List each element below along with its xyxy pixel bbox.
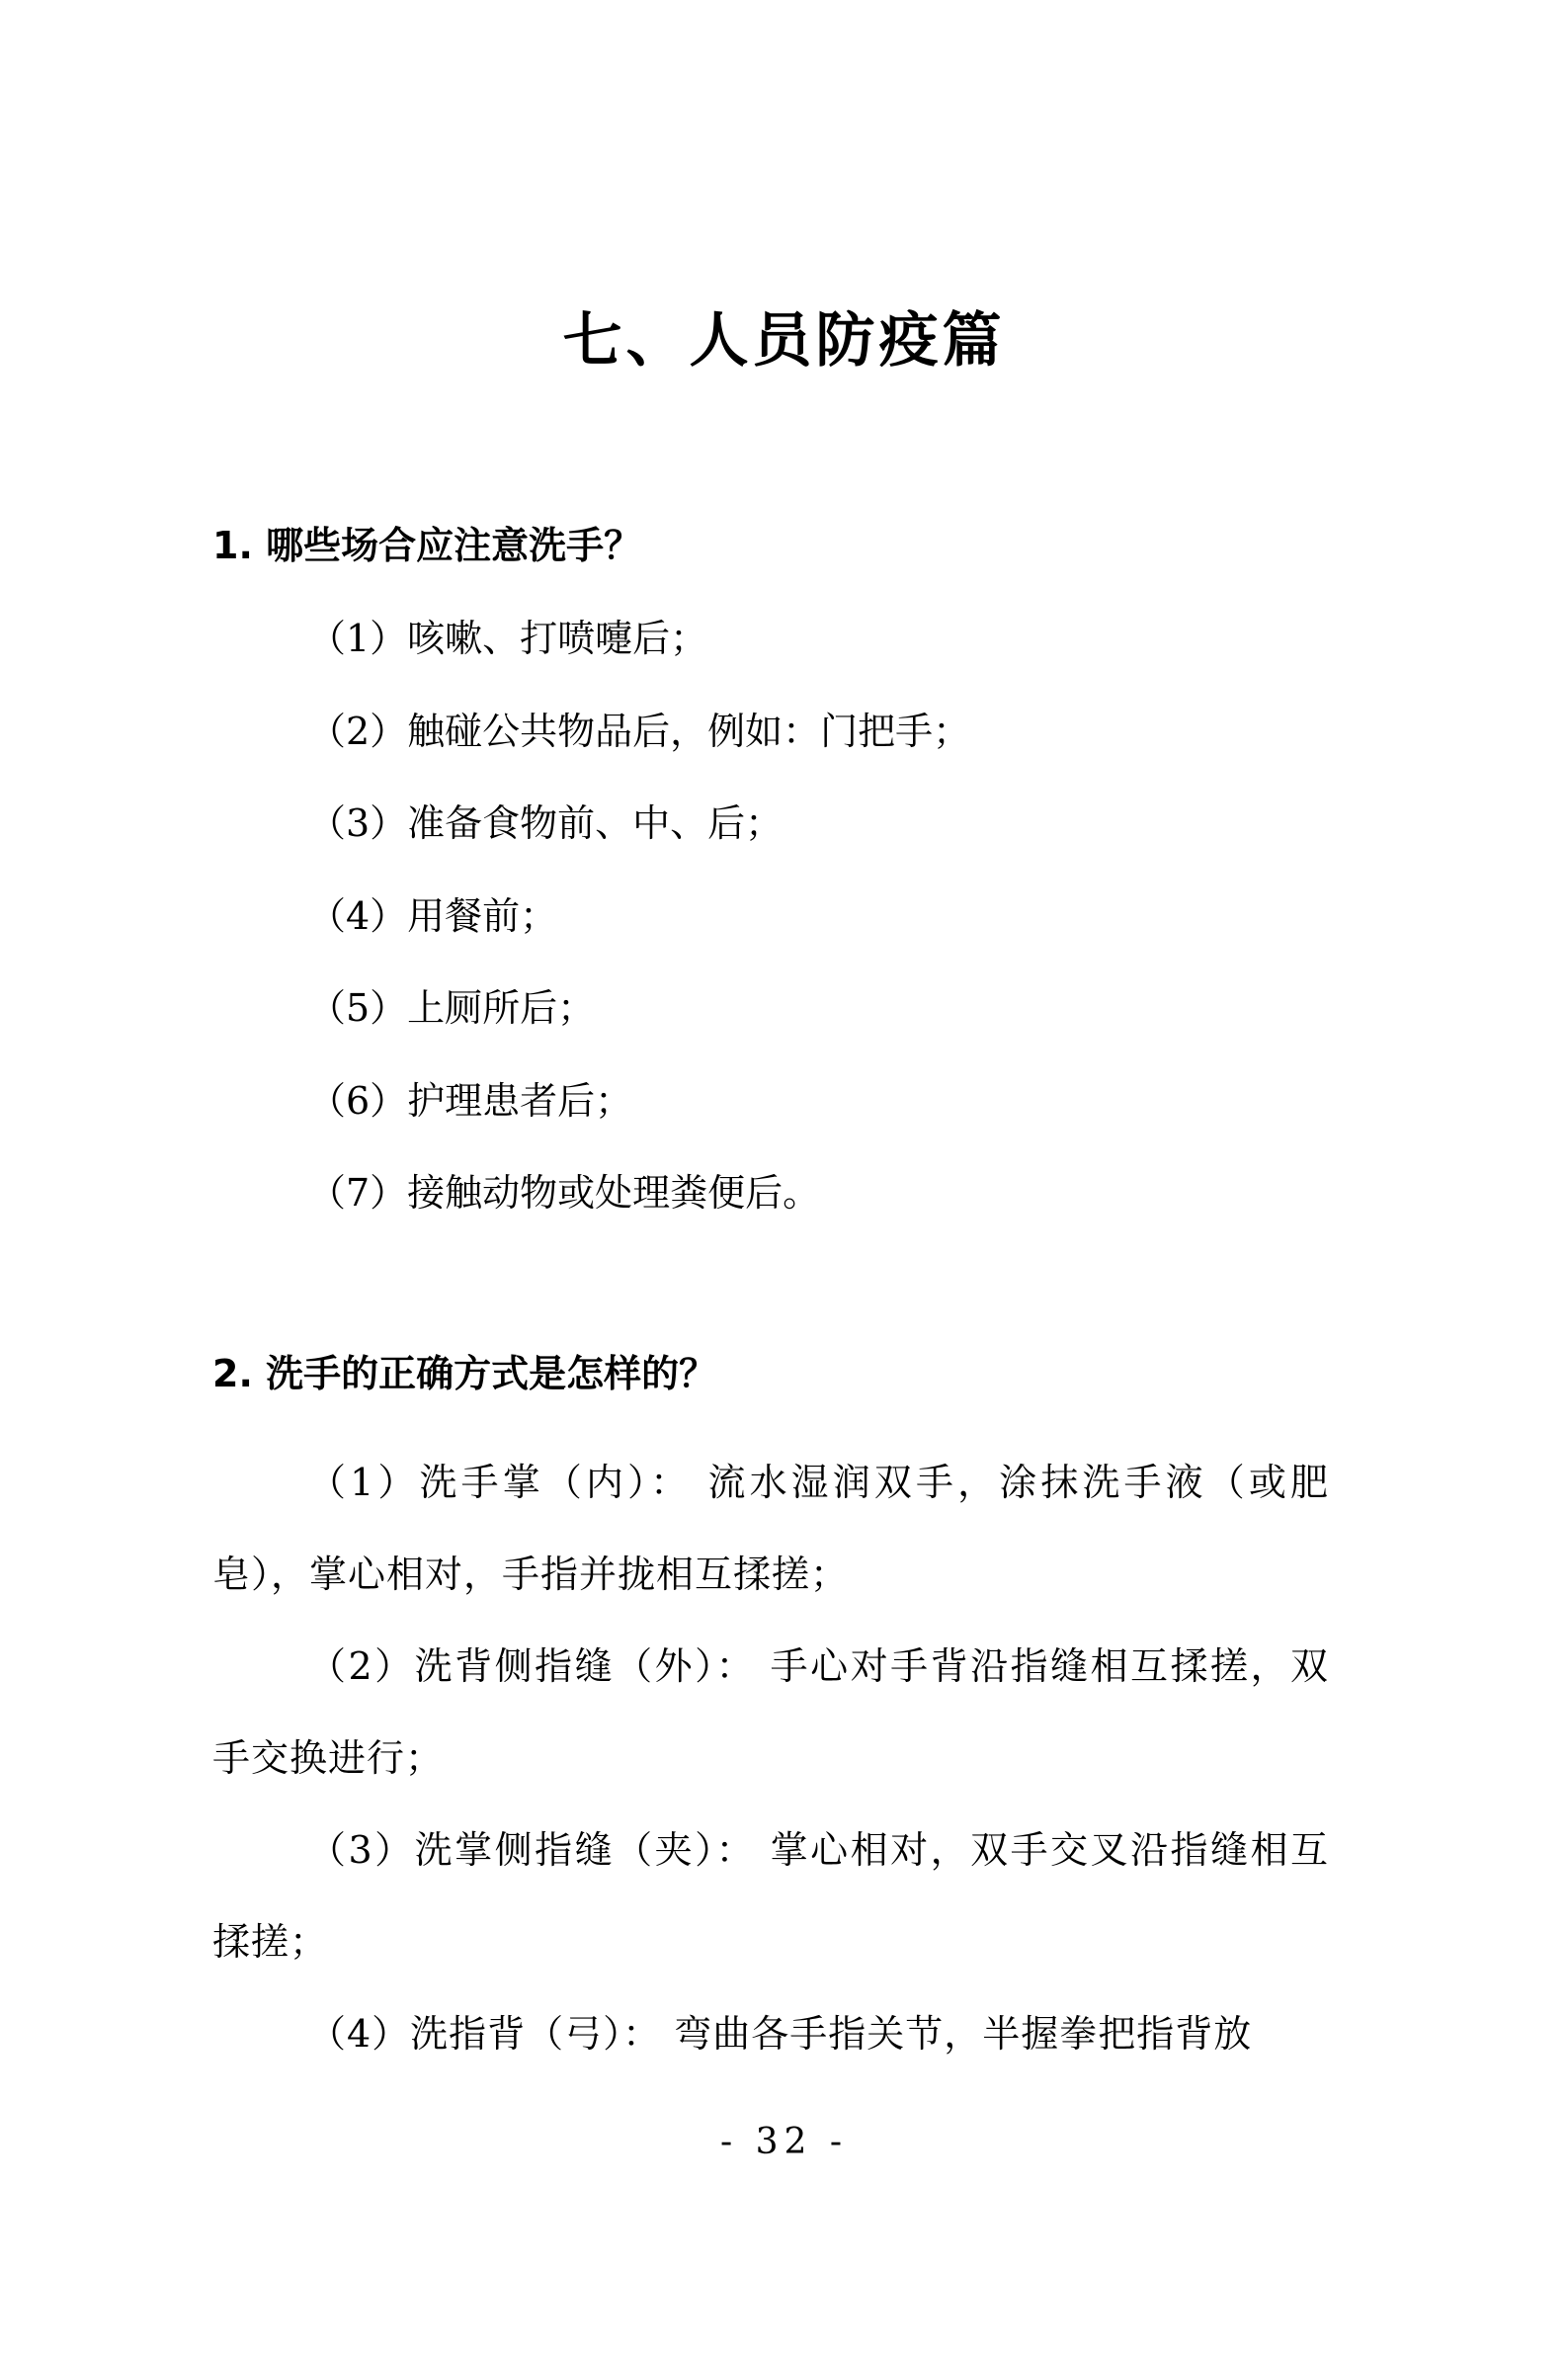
list-item: （2）洗背侧指缝（外）： 手心对手背沿指缝相互揉搓，双手交换进行； xyxy=(212,1644,1329,1780)
section-1-title: 1. 哪些场合应注意洗手？ xyxy=(212,524,642,567)
list-item: （4）洗指背（弓）： 弯曲各手指关节，半握拳把指背放 xyxy=(308,2012,1253,2056)
chapter-title: 七、人员防疫篇 xyxy=(562,306,1006,376)
section-2-list xyxy=(212,1437,1329,2080)
list-item: （2）触碰公共物品后，例如：门把手； xyxy=(308,709,971,753)
section-2-title: 2. 洗手的正确方式是怎样的？ xyxy=(212,1352,717,1395)
list-item: （1）咳嗽、打喷嚏后； xyxy=(308,617,708,660)
list-item: （3）洗掌侧指缝（夹）： 掌心相对，双手交叉沿指缝相互揉搓； xyxy=(212,1828,1329,1964)
list-item: （1）洗手掌（内）： 流水湿润双手，涂抹洗手液（或肥皂），掌心相对，手指并拢相互揉搓； xyxy=(212,1461,1329,1596)
list-item: （7）接触动物或处理粪便后。 xyxy=(308,1171,821,1215)
list-item: （6）护理患者后； xyxy=(308,1078,633,1123)
list-item: （3）准备食物前、中、后； xyxy=(308,801,784,845)
section-1-list xyxy=(308,609,970,1256)
page-number: - 32 - xyxy=(719,2122,849,2162)
list-item: （4）用餐前； xyxy=(308,893,558,938)
list-item: （5）上厕所后； xyxy=(308,986,596,1030)
